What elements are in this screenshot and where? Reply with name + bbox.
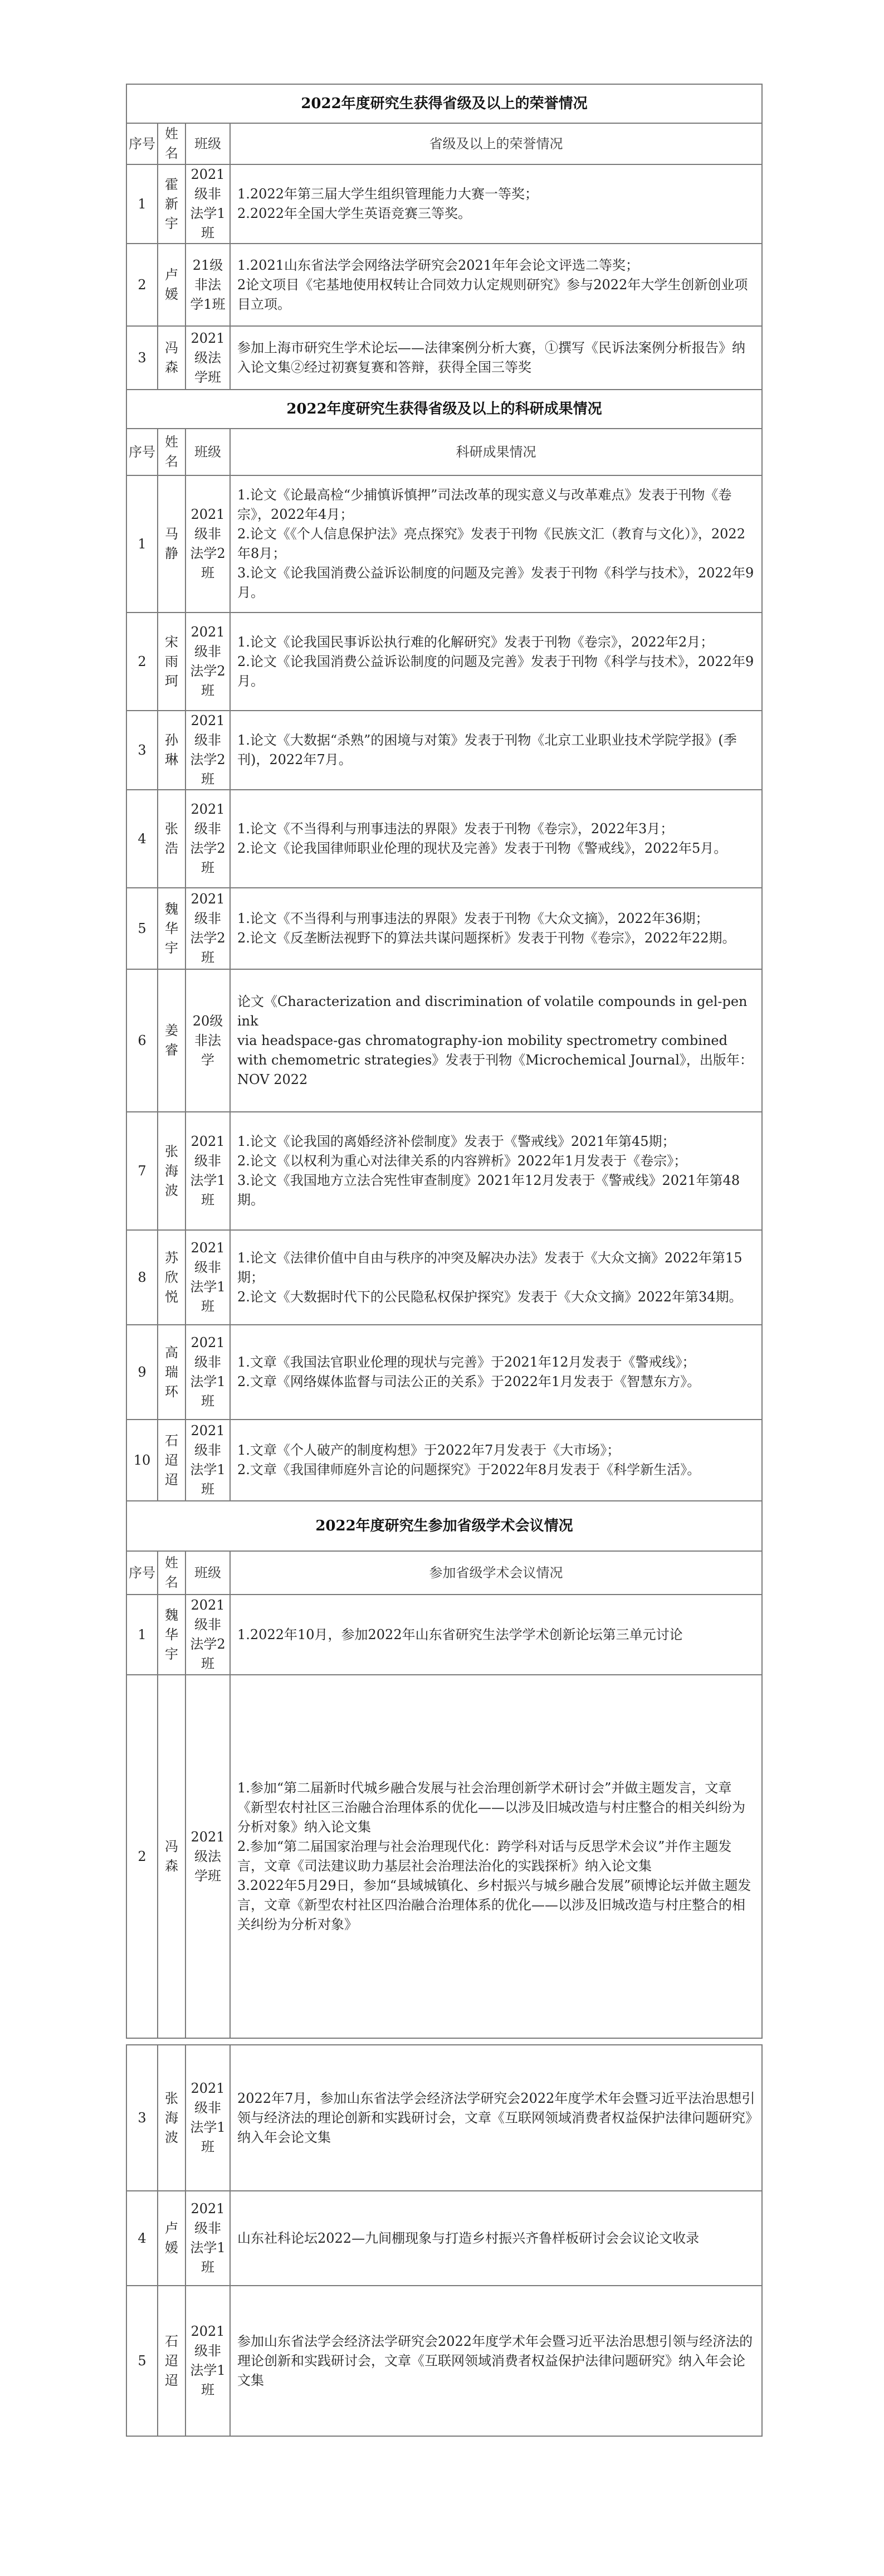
row-class: 2021级非法学1班 xyxy=(185,1420,230,1501)
row-class: 2021级非法学2班 xyxy=(185,711,230,790)
table-row xyxy=(126,790,762,888)
desc-line: 2.论文《以权利为重心对法律关系的内容辨析》2022年1月发表于《卷宗》； xyxy=(237,1153,687,1169)
row-desc xyxy=(230,888,762,969)
row-seq: 2 xyxy=(126,613,158,711)
header-desc: 科研成果情况 xyxy=(230,429,762,475)
row-class: 2021级非法学2班 xyxy=(185,790,230,888)
header-name: 姓名 xyxy=(158,429,185,475)
row-desc xyxy=(230,1112,762,1230)
table-row xyxy=(126,613,762,711)
header-desc: 省级及以上的荣誉情况 xyxy=(230,123,762,164)
row-class: 2021级非法学1班 xyxy=(185,2045,230,2191)
row-class: 2021级法学班 xyxy=(185,326,230,390)
table-row xyxy=(126,326,762,390)
table-row xyxy=(126,1420,762,1501)
row-seq: 7 xyxy=(126,1112,158,1230)
table-row xyxy=(126,1112,762,1230)
desc-line: 1.参加“第二届新时代城乡融合发展与社会治理创新学术研讨会”并做主题发言，文章《新型农村社区三治融合治理体系的优化——以涉及旧城改造与村庄整合的相关纠纷为分析对象》纳入论文集 xyxy=(237,1780,745,1835)
row-name: 卢媛 xyxy=(158,2191,185,2286)
desc-line: 1.论文《法律价值中自由与秩序的冲突及解决办法》发表于《大众文摘》2022年第15期； xyxy=(237,1250,743,1285)
row-class: 2021级非法学2班 xyxy=(185,475,230,613)
row-class: 2021级非法学1班 xyxy=(185,2191,230,2286)
row-name: 张海波 xyxy=(158,1112,185,1230)
section-title: 2022年度研究生获得省级及以上的科研成果情况 xyxy=(126,390,762,429)
row-desc xyxy=(230,969,762,1112)
desc-line: 1.论文《大数据“杀熟”的困境与对策》发表于刊物《北京工业职业技术学院学报》(季刊)，2022年7月。 xyxy=(237,732,737,767)
row-name: 卢媛 xyxy=(158,244,185,326)
desc-line: 3.论文《我国地方立法合宪性审查制度》2021年12月发表于《警戒线》2021年第48期。 xyxy=(237,1173,740,1208)
document-page xyxy=(126,84,763,2437)
row-class: 2021级非法学2班 xyxy=(185,888,230,969)
row-seq: 2 xyxy=(126,244,158,326)
desc-line: 1.文章《我国法官职业伦理的现状与完善》于2021年12月发表于《警戒线》； xyxy=(237,1354,696,1370)
row-desc xyxy=(230,613,762,711)
table-row xyxy=(126,888,762,969)
desc-line: 2.论文《论我国消费公益诉讼制度的问题及完善》发表于刊物《科学与技术》，2022年9月。 xyxy=(237,653,754,689)
table-row xyxy=(126,2286,762,2436)
header-seq: 序号 xyxy=(126,1551,158,1595)
header-seq: 序号 xyxy=(126,429,158,475)
desc-line: with chemometric strategies》发表于刊物《Microchemical Journal》，出版年：NOV 2022 xyxy=(237,1052,753,1087)
row-class: 2021级非法学1班 xyxy=(185,164,230,244)
row-name: 张浩 xyxy=(158,790,185,888)
table-row xyxy=(126,475,762,613)
row-desc xyxy=(230,2045,762,2191)
header-class: 班级 xyxy=(185,123,230,164)
table-row xyxy=(126,1595,762,1675)
desc-line: 山东社科论坛2022—九间棚现象与打造乡村振兴齐鲁样板研讨会会议论文收录 xyxy=(237,2230,700,2246)
row-seq: 6 xyxy=(126,969,158,1112)
row-class: 21级非法学1班 xyxy=(185,244,230,326)
row-seq: 5 xyxy=(126,888,158,969)
section-title: 2022年度研究生参加省级学术会议情况 xyxy=(126,1501,762,1551)
row-seq: 10 xyxy=(126,1420,158,1501)
row-name: 霍新宇 xyxy=(158,164,185,244)
table-row xyxy=(126,1230,762,1325)
table-row xyxy=(126,969,762,1112)
row-desc xyxy=(230,1420,762,1501)
row-seq: 1 xyxy=(126,1595,158,1675)
table-row xyxy=(126,244,762,326)
header-class: 班级 xyxy=(185,429,230,475)
row-desc xyxy=(230,1325,762,1420)
row-class: 2021级非法学2班 xyxy=(185,1595,230,1675)
row-class: 2021级非法学1班 xyxy=(185,1112,230,1230)
row-name: 宋雨珂 xyxy=(158,613,185,711)
desc-line: 参加山东省法学会经济法学研究会2022年度学术年会暨习近平法治思想引领与经济法的理论创新和实践研讨会，文章《互联网领域消费者权益保护法律问题研究》纳入年会论文集 xyxy=(237,2333,753,2388)
desc-line: 参加上海市研究生学术论坛——法律案例分析大赛，①撰写《民诉法案例分析报告》纳入论文集②经过初赛复赛和答辩，获得全国三等奖 xyxy=(237,340,745,375)
desc-line: 2.参加“第二届国家治理与社会治理现代化：跨学科对话与反思学术会议”并作主题发言，文章《司法建议助力基层社会治理法治化的实践探析》纳入论文集 xyxy=(237,1839,732,1874)
row-name: 冯森 xyxy=(158,1675,185,2038)
table-row xyxy=(126,2045,762,2191)
row-name: 魏华宇 xyxy=(158,1595,185,1675)
table-row xyxy=(126,164,762,244)
desc-line: 1.2022年10月，参加2022年山东省研究生法学学术创新论坛第三单元讨论 xyxy=(237,1626,683,1642)
table-row xyxy=(126,1675,762,2038)
desc-line: 2.文章《网络媒体监督与司法公正的关系》于2022年1月发表于《智慧东方》。 xyxy=(237,1374,701,1389)
row-desc xyxy=(230,164,762,244)
row-name: 石迢迢 xyxy=(158,1420,185,1501)
desc-line: 1.论文《论最高检“少捕慎诉慎押”司法改革的现实意义与改革难点》发表于刊物《卷宗》，2022年4月； xyxy=(237,487,732,522)
row-name: 苏欣悦 xyxy=(158,1230,185,1325)
conference-table-continued xyxy=(126,2044,763,2437)
row-seq: 3 xyxy=(126,711,158,790)
desc-line: 1.2021山东省法学会网络法学研究会2021年年会论文评选二等奖； xyxy=(237,257,639,273)
row-seq: 4 xyxy=(126,2191,158,2286)
row-seq: 1 xyxy=(126,475,158,613)
desc-line: 2022年7月，参加山东省法学会经济法学研究会2022年度学术年会暨习近平法治思想引领与经济法的理论创新和实践研讨会，文章《互联网领域消费者权益保护法律问题研究》纳入年会论文集 xyxy=(237,2090,755,2145)
header-seq: 序号 xyxy=(126,123,158,164)
row-seq: 9 xyxy=(126,1325,158,1420)
table-row xyxy=(126,2191,762,2286)
row-desc xyxy=(230,2191,762,2286)
row-desc xyxy=(230,1595,762,1675)
row-desc xyxy=(230,326,762,390)
desc-line: 2.论文《大数据时代下的公民隐私权保护探究》发表于《大众文摘》2022年第34期。 xyxy=(237,1289,743,1305)
row-class: 2021级法学班 xyxy=(185,1675,230,2038)
desc-line: 1.论文《论我国的离婚经济补偿制度》发表于《警戒线》2021年第45期； xyxy=(237,1134,676,1149)
row-name: 石迢迢 xyxy=(158,2286,185,2436)
desc-line: 2.论文《论我国律师职业伦理的现状及完善》发表于刊物《警戒线》，2022年5月。 xyxy=(237,840,727,856)
header-name: 姓名 xyxy=(158,123,185,164)
row-name: 冯森 xyxy=(158,326,185,390)
desc-line: via headspace-gas chromatography-ion mobility spectrometry combined xyxy=(237,1032,727,1048)
row-name: 姜睿 xyxy=(158,969,185,1112)
row-desc xyxy=(230,1230,762,1325)
row-desc xyxy=(230,1675,762,2038)
desc-line: 3.2022年5月29日，参加“县域城镇化、乡村振兴与城乡融合发展”硕博论坛并做主题发言，文章《新型农村社区四治融合治理体系的优化——以涉及旧城改造与村庄整合的相关纠纷为分析对象》 xyxy=(237,1878,751,1932)
row-seq: 5 xyxy=(126,2286,158,2436)
desc-line: 1.文章《个人破产的制度构想》于2022年7月发表于《大市场》； xyxy=(237,1442,621,1458)
row-seq: 1 xyxy=(126,164,158,244)
row-name: 高瑞环 xyxy=(158,1325,185,1420)
desc-line: 1.论文《不当得利与刑事违法的界限》发表于刊物《大众文摘》，2022年36期； xyxy=(237,911,709,926)
row-name: 魏华宇 xyxy=(158,888,185,969)
honors-table xyxy=(126,84,763,2039)
row-desc xyxy=(230,2286,762,2436)
desc-line: 3.论文《论我国消费公益诉讼制度的问题及完善》发表于刊物《科学与技术》，2022年9月。 xyxy=(237,565,754,600)
section-title: 2022年度研究生获得省级及以上的荣誉情况 xyxy=(126,84,762,123)
desc-line: 2论文项目《宅基地使用权转让合同效力认定规则研究》参与2022年大学生创新创业项目立项。 xyxy=(237,276,748,312)
row-name: 马静 xyxy=(158,475,185,613)
desc-line: 1.2022年第三届大学生组织管理能力大赛一等奖； xyxy=(237,186,538,202)
table-row xyxy=(126,1325,762,1420)
row-seq: 3 xyxy=(126,326,158,390)
row-class: 2021级非法学2班 xyxy=(185,613,230,711)
row-class: 2021级非法学1班 xyxy=(185,2286,230,2436)
desc-line: 1.论文《论我国民事诉讼执行难的化解研究》发表于刊物《卷宗》，2022年2月； xyxy=(237,634,714,650)
desc-line: 2.文章《我国律师庭外言论的问题探究》于2022年8月发表于《科学新生活》。 xyxy=(237,1462,701,1477)
header-class: 班级 xyxy=(185,1551,230,1595)
row-class: 2021级非法学1班 xyxy=(185,1325,230,1420)
desc-line: 1.论文《不当得利与刑事违法的界限》发表于刊物《卷宗》，2022年3月； xyxy=(237,821,674,837)
row-desc xyxy=(230,790,762,888)
header-name: 姓名 xyxy=(158,1551,185,1595)
desc-line: 2.2022年全国大学生英语竞赛三等奖。 xyxy=(237,206,471,221)
row-seq: 2 xyxy=(126,1675,158,2038)
row-seq: 3 xyxy=(126,2045,158,2191)
row-seq: 8 xyxy=(126,1230,158,1325)
row-class: 20级非法学 xyxy=(185,969,230,1112)
row-name: 孙琳 xyxy=(158,711,185,790)
desc-line: 2.论文《《个人信息保护法》亮点探究》发表于刊物《民族文汇（教育与文化）》，2022年8月； xyxy=(237,526,745,561)
row-desc xyxy=(230,244,762,326)
row-name: 张海波 xyxy=(158,2045,185,2191)
row-desc xyxy=(230,711,762,790)
desc-line: 论文《Characterization and discrimination of volatile compounds in gel-pen ink xyxy=(237,993,748,1029)
row-seq: 4 xyxy=(126,790,158,888)
row-desc xyxy=(230,475,762,613)
table-row xyxy=(126,711,762,790)
desc-line: 2.论文《反垄断法视野下的算法共谋问题探析》发表于刊物《卷宗》，2022年22期。 xyxy=(237,930,736,946)
row-class: 2021级非法学1班 xyxy=(185,1230,230,1325)
header-desc: 参加省级学术会议情况 xyxy=(230,1551,762,1595)
